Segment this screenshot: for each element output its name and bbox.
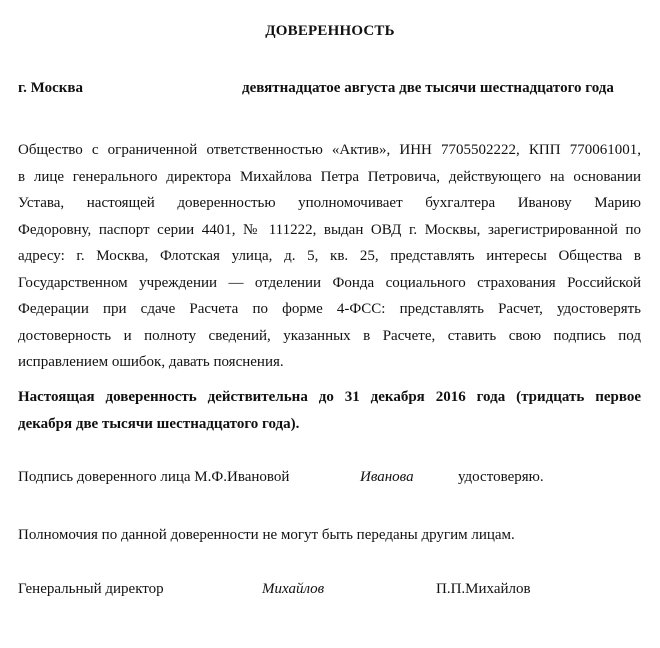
validity-line: декабря две тысячи шестнадцатого года). — [18, 415, 300, 432]
attorney-signature: Иванова — [360, 469, 414, 485]
signature-label: Подпись доверенного лица М.Ф.Ивановой — [18, 469, 290, 485]
document-date: девятнадцатое августа две тысячи шестнадцатого года — [242, 80, 614, 96]
body-line: исправлением ошибок, давать пояснения. — [18, 354, 284, 370]
director-name: П.П.Михайлов — [436, 581, 531, 597]
body-line: в лице генерального директора Михайлова Петра Петровича, действующего на основании — [18, 168, 641, 185]
body-line: Общество с ограниченной ответственностью «Актив», ИНН 7705502222, КПП 770061001, — [18, 142, 641, 158]
powers-note: Полномочия по данной доверенности не могут быть переданы другим лицам. — [18, 527, 515, 543]
body-line: адресу: г. Москва, Флотская улица, д. 5, кв. 25, представлять интересы Общества в — [18, 248, 641, 264]
body-paragraph — [18, 137, 641, 376]
body-line: Государственном учреждении — отделении Фонда социального страхования Российской — [18, 274, 641, 291]
validity-line: Настоящая доверенность действительна до 31 декабря 2016 года (тридцать первое — [18, 389, 641, 405]
certify-text: удостоверяю. — [458, 469, 544, 485]
body-line: Федоровну, паспорт серии 4401, № 111222, выдан ОВД г. Москвы, зарегистрированной по — [18, 221, 641, 238]
body-line: Устава, настоящей доверенностью уполномочивает бухгалтера Иванову Марию — [18, 195, 641, 211]
body-line: Федерации при сдаче Расчета по форме 4-ФСС: представлять Расчет, удостоверять — [18, 301, 641, 317]
city: г. Москва — [18, 80, 83, 96]
document-title: ДОВЕРЕННОСТЬ — [265, 23, 395, 39]
body-line: достоверность и полноту сведений, указанных в Расчете, ставить свою подпись под — [18, 327, 641, 344]
director-label: Генеральный директор — [18, 581, 164, 597]
validity-paragraph — [18, 384, 641, 437]
director-signature: Михайлов — [262, 581, 325, 597]
